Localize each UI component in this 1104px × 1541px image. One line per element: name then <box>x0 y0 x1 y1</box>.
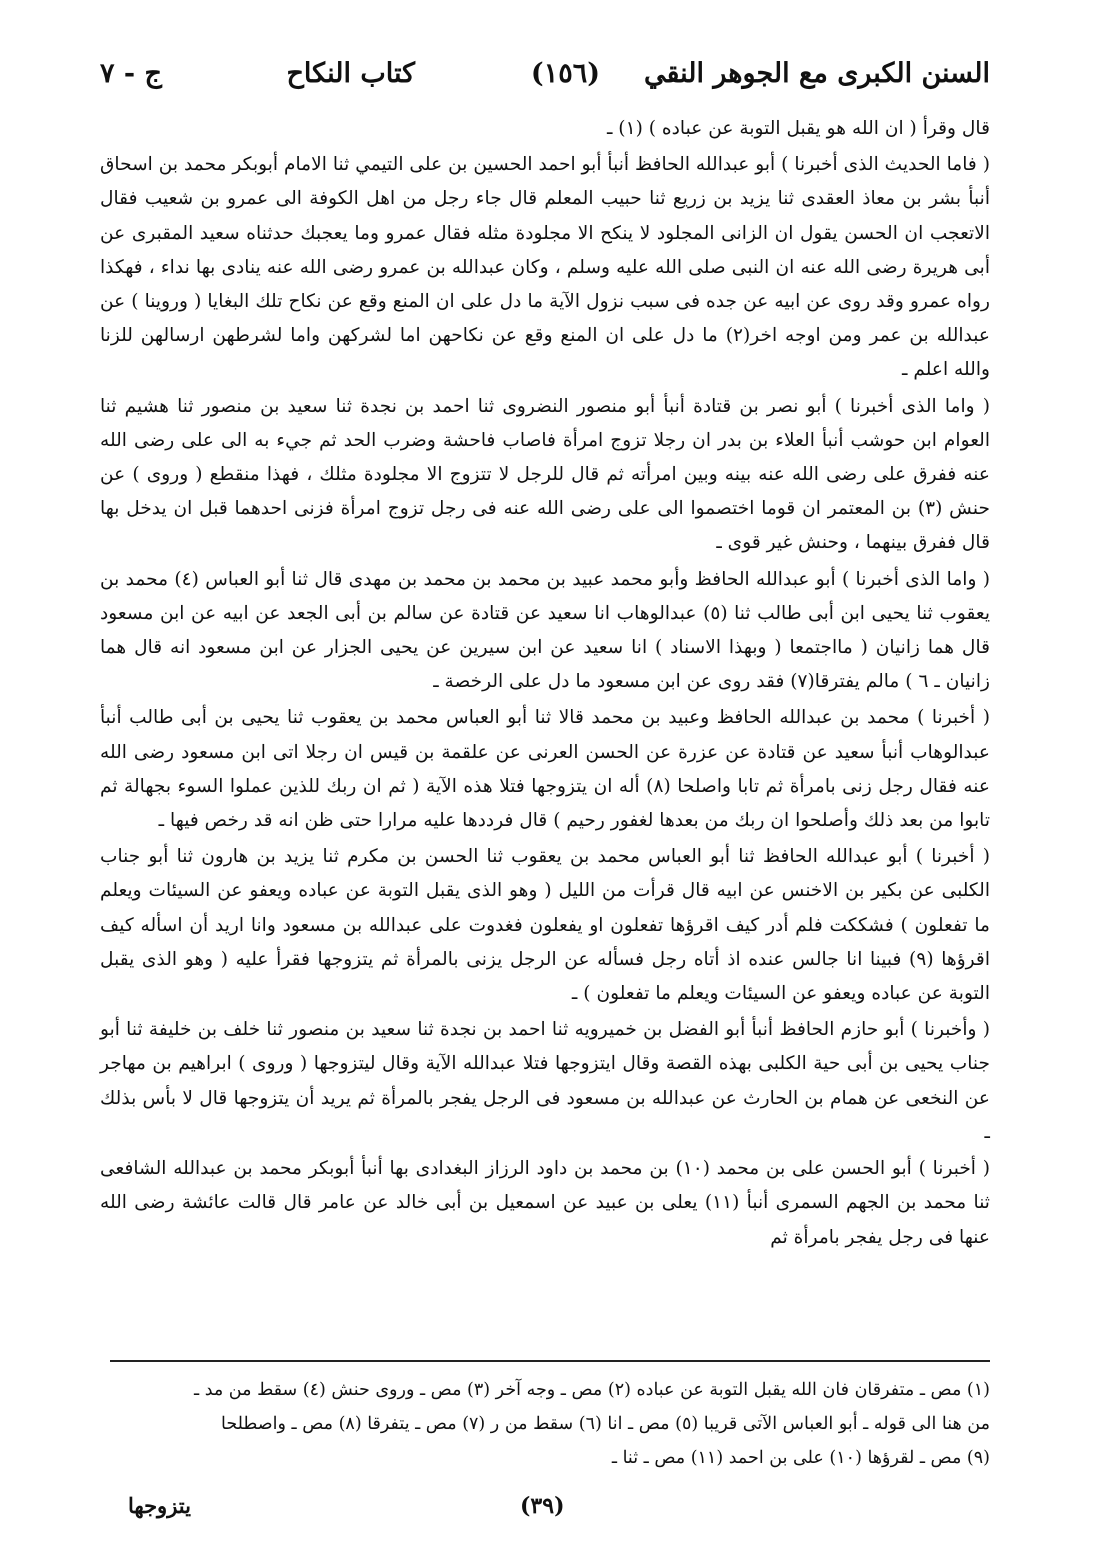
volume-label: ج - ٧ <box>100 58 162 89</box>
page-footer <box>0 1493 1104 1533</box>
paragraph: ( واما الذى أخبرنا ) أبو نصر بن قتادة أنبأ أبو منصور النضروى ثنا احمد بن نجدة ثنا سعيد بن منصور ثنا هشيم ثنا العوام ابن حوشب أنبأ العلاء بن بدر ان رجلا تزوج امرأة فاصاب فاحشة وضرب الحد ثم جيء به الى على رضى الله عنه ففرق على رضى الله عنه بينه وبين امرأته ثم قال للرجل لا تتزوج الا مجلودة مثلك ، فهذا منقطع ( وروى ) عن حنش (٣) بن المعتمر ان قوما اختصموا الى على رضى الله عنه فى رجل تزوج امرأة فزنى احدهما قبل ان يدخل بها قال ففرق بينهما ، وحنش غير قوى ـ <box>100 395 990 554</box>
catchword: يتزوجها <box>128 1493 191 1518</box>
paragraph: ( واما الذى أخبرنا ) أبو عبدالله الحافظ وأبو محمد عبيد بن محمد بن محمد بن مهدى قال ثنا أبو العباس (٤) محمد بن يعقوب ثنا يحيى ابن أبى طالب ثنا (٥) عبدالوهاب انا سعيد عن قتادة عن سالم بن أبى الجعد عن ابيه عن ابن مسعود قال هما زانيان ( مااجتمعا ( وبهذا الاسناد ) انا سعيد عن ابن سيرين عن يحيى الجزار عن ابن مسعود انه قال هما زانيان ـ ٦ ) مالم يفترقا(٧) فقد روى عن ابن مسعود ما دل على الرخصة ـ <box>100 568 990 693</box>
footnotes <box>100 1373 990 1475</box>
chapter-title: كتاب النكاح <box>286 58 415 89</box>
footnote-line: من هنا الى قوله ـ أبو العباس الآتى قريبا (٥) مص ـ انا (٦) سقط من ر (٧) مص ـ يتفرقا (٨) مص ـ واصطلحا <box>221 1414 990 1434</box>
header-page-number: (١٥٦) <box>530 58 600 89</box>
main-text <box>100 112 990 1257</box>
footnote-divider <box>110 1360 990 1362</box>
paragraph: ( أخبرنا ) أبو الحسن على بن محمد (١٠) بن محمد بن داود الرزاز البغدادى بها أنبأ أبوبكر محمد بن عبدالله الشافعى ثنا محمد بن الجهم السمرى أنبأ (١١) يعلى بن عبيد عن اسمعيل بن أبى خالد عن عامر قال قالت عائشة رضى الله عنها فى رجل يفجر بامرأة ثم <box>100 1158 990 1248</box>
paragraph: ( أخبرنا ) أبو عبدالله الحافظ ثنا أبو العباس محمد بن يعقوب ثنا الحسن بن مكرم ثنا يزيد بن هارون ثنا أبو جناب الكلبى عن بكير بن الاخنس عن ابيه قال قرأت من الليل ( وهو الذى يقبل التوبة عن عباده ويعفو عن السيئات ويعلم ما تفعلون ) فشككت فلم أدر كيف اقرؤها تفعلون او يفعلون فغدوت على عبدالله بن مسعود وانا اريد أن اسأله كيف اقرؤها (٩) فبينا انا جالس عنده اذ أتاه رجل فسأله عن الرجل يزنى بالمرأة ثم يتزوجها فقرأ عليه ( وهو الذى يقبل التوبة عن عباده ويعفو عن السيئات ويعلم ما تفعلون ) ـ <box>100 846 990 1005</box>
book-title: السنن الكبرى مع الجوهر النقي <box>643 58 990 89</box>
running-header <box>100 58 990 108</box>
footnote-line: (١) مص ـ متفرقان فان الله يقبل التوبة عن عباده (٢) مص ـ وجه آخر (٣) مص ـ وروى حنش (٤) سقط من مد ـ <box>194 1380 990 1400</box>
footer-page-number: (٣٩) <box>520 1493 565 1519</box>
footnote-line: (٩) مص ـ لقرؤها (١٠) على بن احمد (١١) مص ـ ثنا ـ <box>611 1448 990 1468</box>
paragraph: قال وقرأ ( ان الله هو يقبل التوبة عن عباده ) (١) ـ <box>606 118 990 139</box>
paragraph: ( فاما الحديث الذى أخبرنا ) أبو عبدالله الحافظ أنبأ أبو احمد الحسين بن على التيمي ثنا الامام أبوبكر محمد بن اسحاق أنبأ بشر بن معاذ العقدى ثنا يزيد بن زريع ثنا حبيب المعلم قال جاء رجل من اهل الكوفة الى عمرو بن شعيب فقال الاتعجب ان الحسن يقول ان الزانى المجلود لا ينكح الا مجلودة مثله فقال عمرو وما يعجبك حدثناه سعيد المقبرى عن أبى هريرة رضى الله عنه ان النبى صلى الله عليه وسلم ، وكان عبدالله بن عمرو رضى الله عنه ينادى بها نداء ، فهكذا رواه عمرو وقد روى عن ابيه عن جده فى سبب نزول الآية ما دل على ان المنع وقع عن نكاح تلك البغايا ( وروينا ) عن عبدالله بن عمر ومن اوجه اخر(٢) ما دل على ان المنع وقع عن نكاحهن اما لشركهن واما لشرطهن ارسالهن للزنا والله اعلم ـ <box>100 154 991 381</box>
paragraph: ( وأخبرنا ) أبو حازم الحافظ أنبأ أبو الفضل بن خميرويه ثنا احمد بن نجدة ثنا سعيد بن منصور ثنا خلف بن خليفة ثنا أبو جناب يحيى بن أبى حية الكلبى بهذه القصة وقال ايتزوجها فتلا عبدالله الآية وقال ليتزوجها ( وروى ) ابراهيم بن مهاجر عن النخعى عن همام بن الحارث عن عبدالله بن مسعود فى الرجل يفجر بالمرأة ثم يريد أن يتزوجها قال لا بأس بذلك ـ <box>100 1019 990 1143</box>
paragraph: ( أخبرنا ) محمد بن عبدالله الحافظ وعبيد بن محمد قالا ثنا أبو العباس محمد بن يعقوب ثنا يحيى بن أبى طالب أنبأ عبدالوهاب أنبأ سعيد عن قتادة عن عزرة عن الحسن العرنى عن علقمة بن قيس ان رجلا اتى ابن مسعود رضى الله عنه فقال رجل زنى بامرأة ثم تابا واصلحا (٨) أله ان يتزوجها فتلا هذه الآية ( ثم ان ربك للذين عملوا السوء بجهالة ثم تابوا من بعد ذلك وأصلحوا ان ربك من بعدها لغفور رحيم ) قال فرددها عليه مرارا حتى ظن انه قد رخص فيها ـ <box>100 707 991 832</box>
